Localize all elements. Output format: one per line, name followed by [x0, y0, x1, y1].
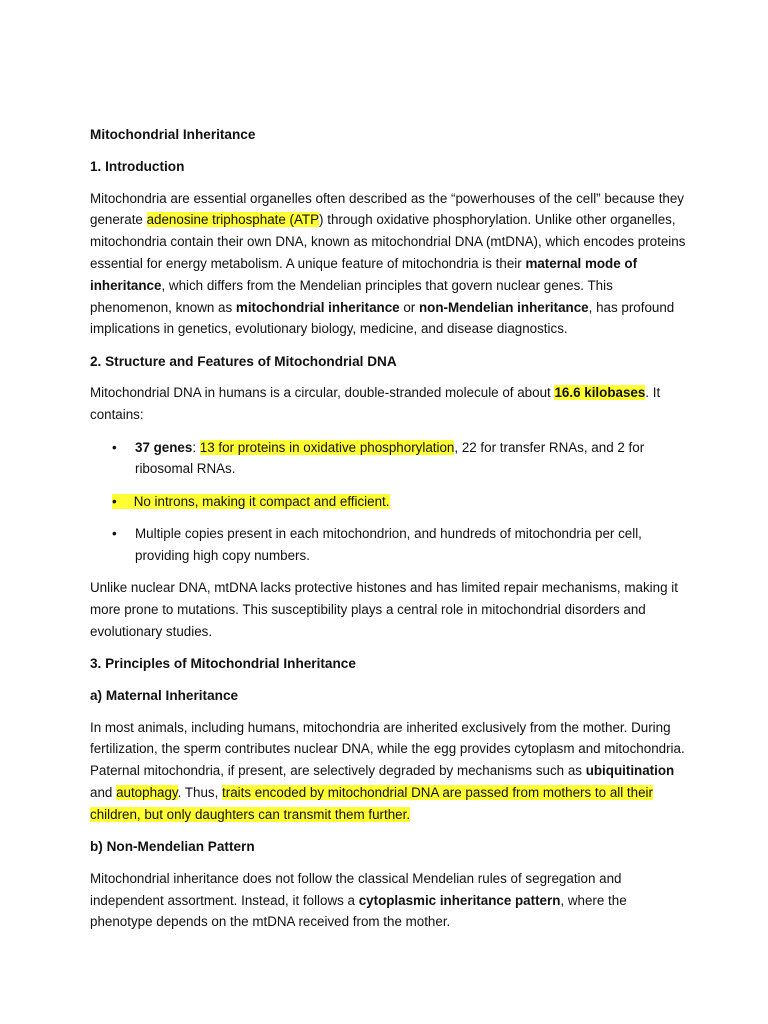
- text-run: , has profound implications in genetics, evolutionary biology, medicine, and disease diagnostics.: [90, 299, 675, 337]
- text-run: or: [399, 299, 419, 315]
- text-run: Mitochondrial inheritance does not follow the classical Mendelian rules of segregation and independent assortment. Instead, it follows a: [90, 870, 622, 908]
- subsection-b-heading: b) Non-Mendelian Pattern: [90, 839, 255, 855]
- document-page: [90, 124, 690, 944]
- bullet-glyph: •: [112, 439, 117, 455]
- highlighted-text: adenosine triphosphate (ATP: [146, 212, 320, 228]
- text-run: Mitochondria are essential organelles often described as the “powerhouses of the cell” because they generate: [90, 190, 685, 228]
- highlighted-text: 13 for proteins in oxidative phosphorylation: [199, 439, 455, 455]
- list-item-text: No introns, making it compact and efficient.: [133, 493, 390, 509]
- subsection-a-heading: a) Maternal Inheritance: [90, 687, 239, 703]
- section-1-heading: 1. Introduction: [90, 158, 185, 174]
- text-run: , which differs from the Mendelian principles that govern nuclear genes. This phenomenon, known as: [90, 277, 613, 315]
- highlighted-text: [112, 494, 390, 509]
- text-run: . It contains:: [90, 385, 661, 423]
- bold-text: cytoplasmic inheritance pattern: [358, 892, 561, 908]
- bullet-glyph: •: [112, 493, 117, 509]
- section-2-paragraph: [90, 382, 690, 426]
- text-run: and: [90, 784, 117, 800]
- text-run: ) through oxidative phosphorylation. Unlike other organelles, mitochondria contain their own DNA, known as mitochondrial DNA (mtDNA), which encodes proteins essential for energy metabolism. A unique feature of mitochondria is their: [90, 212, 686, 271]
- list-item-text: Multiple copies present in each mitochondrion, and hundreds of mitochondria per cell, providing high copy numbers.: [135, 525, 642, 563]
- bold-text: non-Mendelian inheritance: [418, 299, 589, 315]
- text-run: In most animals, including humans, mitochondria are inherited exclusively from the mother. During fertilization, the sperm contributes nuclear DNA, while the egg provides cytoplasm and mitochondria. Paternal mitochondria, if present, are selectively degraded by mechanisms such as: [90, 719, 685, 779]
- bullet-glyph: •: [112, 525, 117, 541]
- text-run: :: [192, 439, 200, 455]
- text-run: . Thus,: [177, 784, 223, 800]
- bullet-list: [90, 437, 690, 567]
- text-run: Mitochondrial DNA in humans is a circular, double-stranded molecule of about: [90, 385, 555, 401]
- section-3-heading: 3. Principles of Mitochondrial Inheritance: [90, 655, 356, 671]
- document-title: Mitochondrial Inheritance: [90, 127, 256, 142]
- bold-text: ubiquitination: [585, 763, 675, 779]
- bold-text: 37 genes: [135, 439, 193, 455]
- section-1-paragraph: [90, 188, 690, 341]
- bold-text: maternal mode of inheritance: [90, 255, 638, 293]
- list-item-highlighted: [90, 491, 690, 513]
- text-run: , where the phenotype depends on the mtDNA received from the mother.: [90, 892, 627, 930]
- section-2-heading: 2. Structure and Features of Mitochondrial DNA: [90, 353, 397, 369]
- list-item: [90, 437, 690, 481]
- highlighted-text: autophagy: [116, 784, 178, 800]
- section-2-paragraph-2: Unlike nuclear DNA, mtDNA lacks protective histones and has limited repair mechanisms, making it more prone to mutations. This susceptibility plays a central role in mitochondrial disorders and evolutionary studies.: [90, 580, 678, 639]
- bold-text: mitochondrial inheritance: [235, 299, 400, 315]
- subsection-b-paragraph: [90, 868, 690, 933]
- highlighted-bold-text: 16.6 kilobases: [554, 385, 646, 401]
- list-item: [90, 523, 690, 567]
- subsection-a-paragraph: [90, 717, 690, 826]
- highlighted-text: traits encoded by mitochondrial DNA are passed from mothers to all their children, but only daughters can transmit them further.: [90, 784, 653, 822]
- text-run: , 22 for transfer RNAs, and 2 for ribosomal RNAs.: [135, 439, 645, 477]
